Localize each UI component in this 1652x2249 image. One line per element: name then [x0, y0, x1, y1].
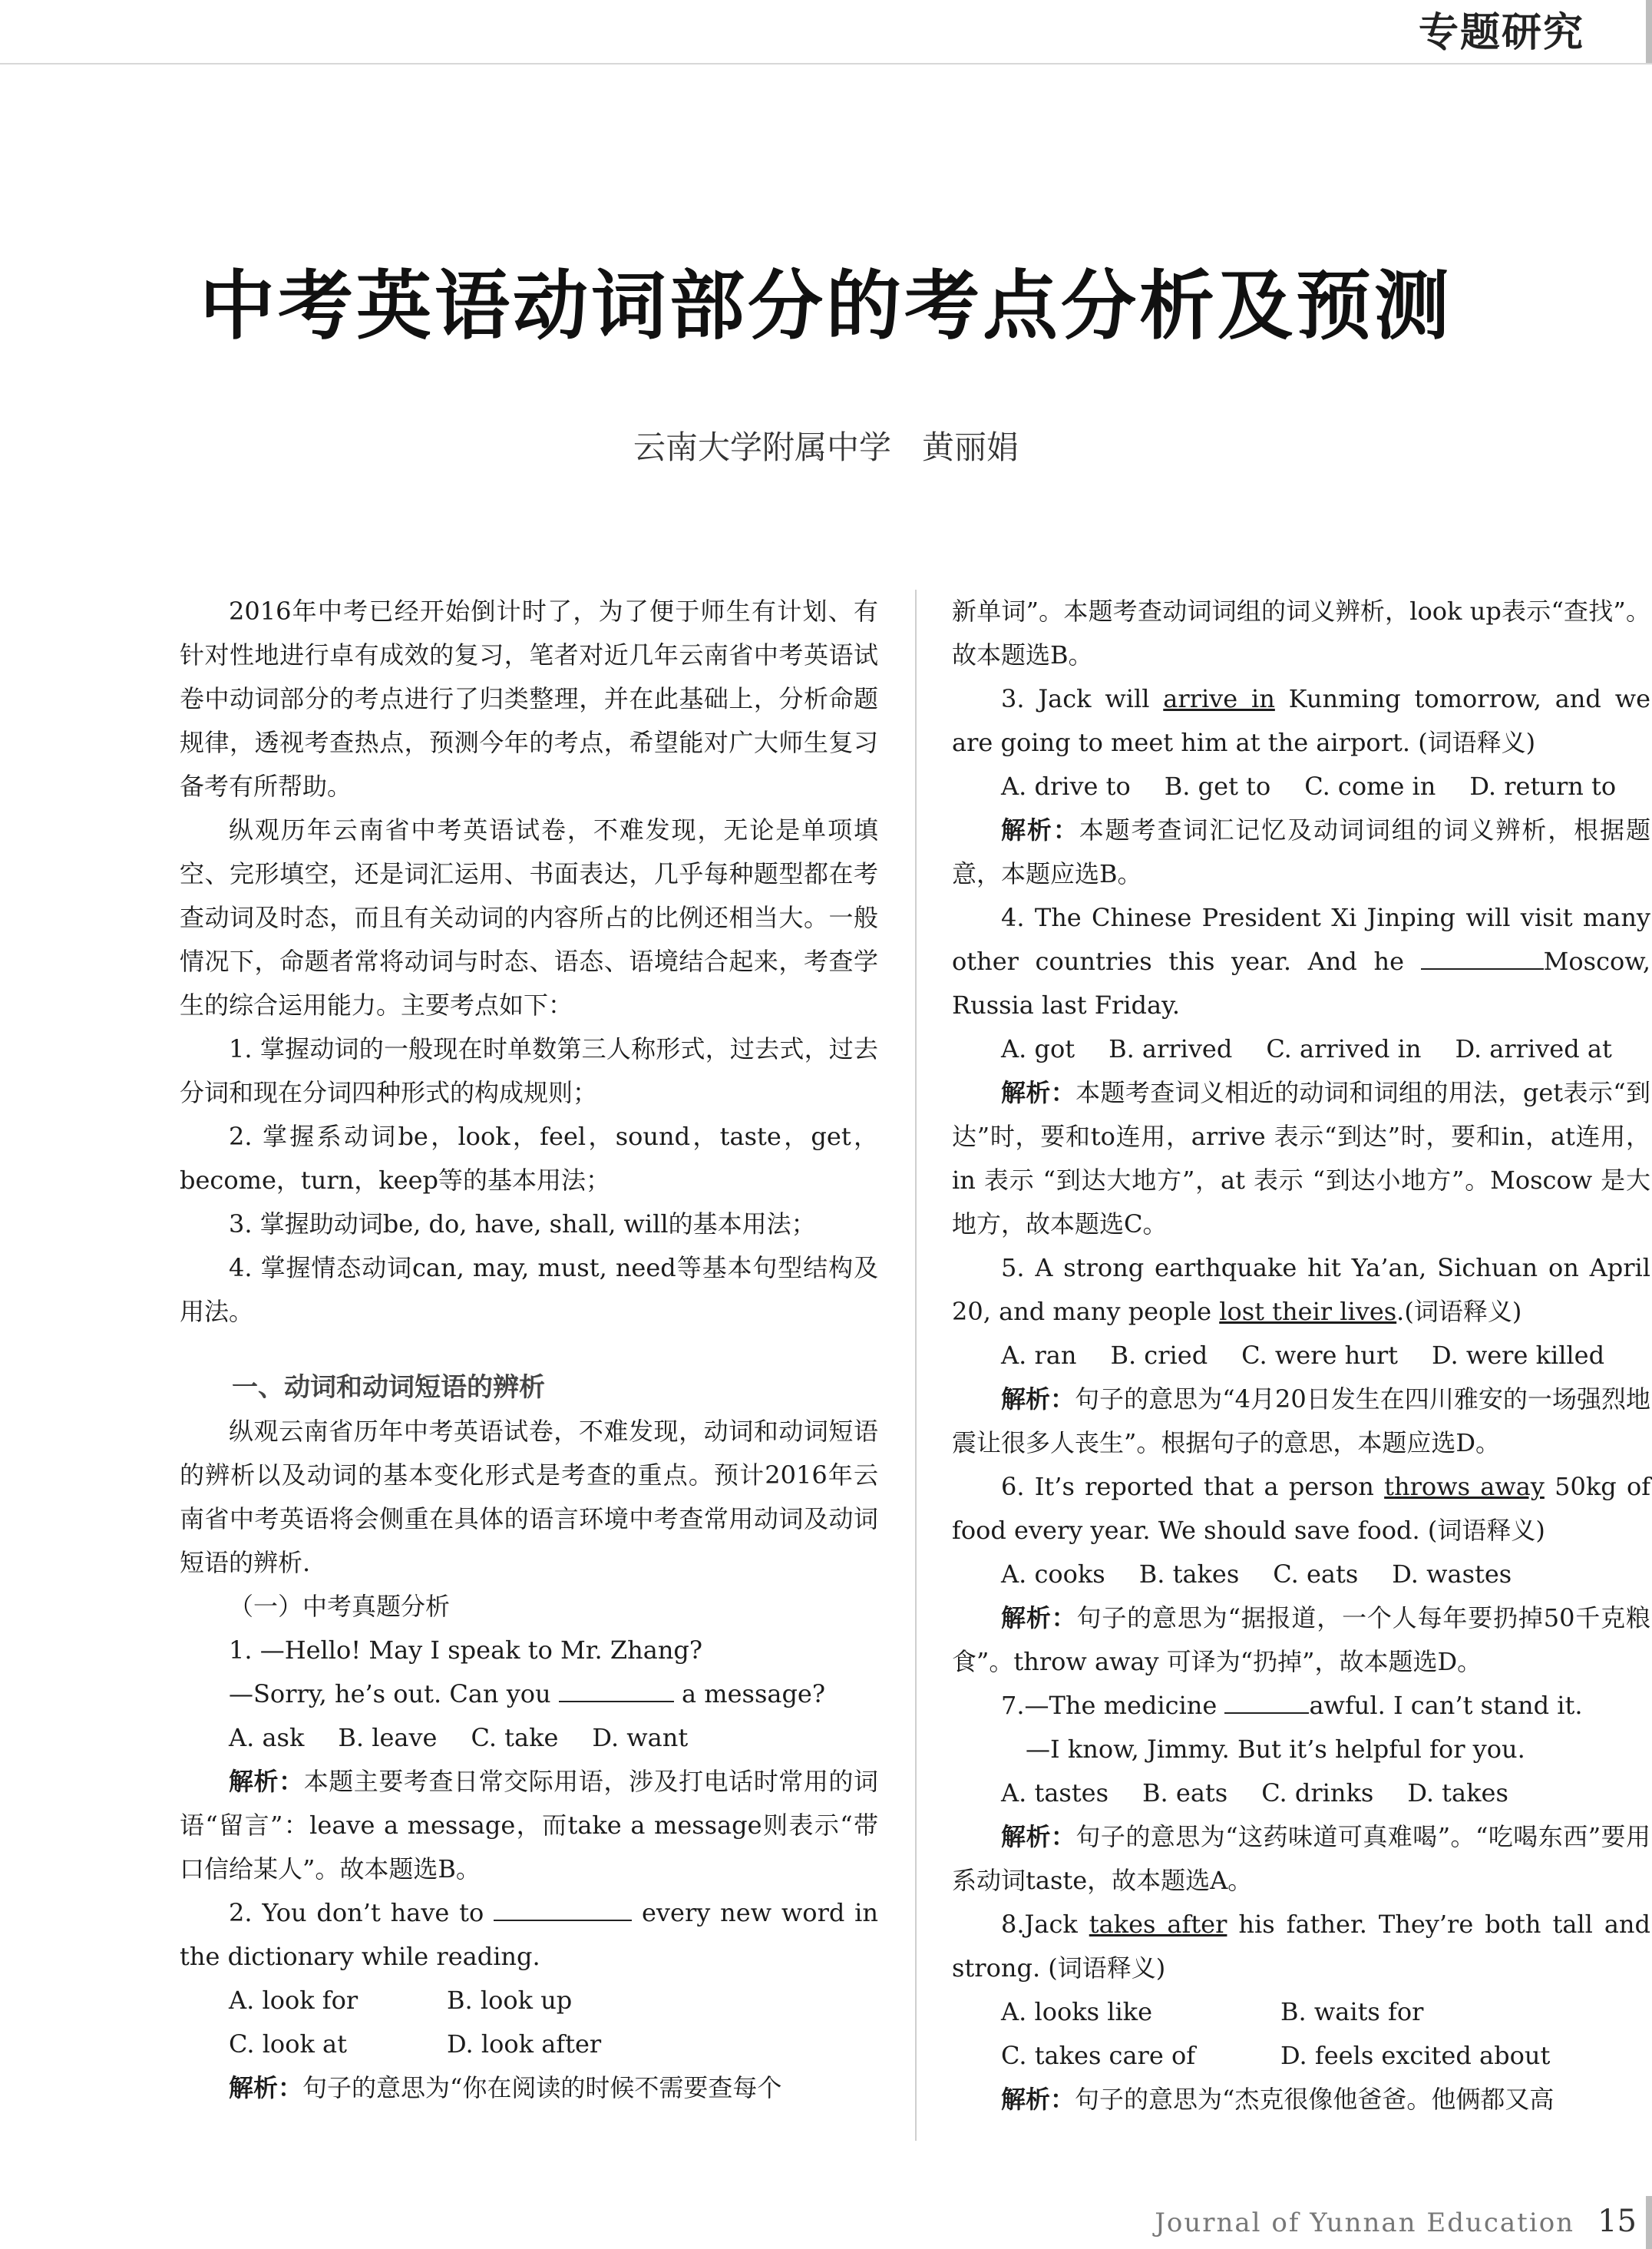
- option: C. drinks: [1261, 1778, 1374, 1807]
- analysis-label: 解析：: [1001, 1603, 1077, 1632]
- option: C. arrived in: [1266, 1034, 1422, 1063]
- q2-options-row1: [180, 1979, 878, 2022]
- analysis-label: 解析：: [1001, 815, 1079, 845]
- option: B. waits for: [1280, 1997, 1424, 2026]
- analysis-text: 句子的意思为“这药味道可真难喝”。“吃喝东西”要用系动词taste，故本题选A。: [952, 1822, 1650, 1895]
- option: B. get to: [1164, 772, 1271, 801]
- q1-line1: 1. —Hello! May I speak to Mr. Zhang?: [229, 1635, 703, 1665]
- q2-stem-start: 2. You don’t have to: [229, 1898, 484, 1927]
- section-header: 专题研究: [1418, 10, 1584, 56]
- option: C. takes care of: [1001, 2041, 1196, 2070]
- q3-stem-start: 3. Jack will: [1001, 684, 1150, 713]
- q7-line1: [952, 1684, 1650, 1728]
- option: D. wastes: [1392, 1559, 1512, 1589]
- q7-stem-start: 7.—The medicine: [1001, 1691, 1218, 1720]
- q3-stem-end: Kunming tomorrow, and we are going to meet him at the airport. (词语释义): [952, 684, 1651, 757]
- analysis-label: 解析：: [1001, 2085, 1075, 2114]
- option: B. arrived: [1108, 1034, 1233, 1063]
- q4-stem: [952, 896, 1650, 1027]
- underlined-phrase: takes after: [1089, 1910, 1227, 1939]
- section-heading: 一、动词和动词短语的辨析: [232, 1372, 545, 1403]
- q8-options-row2: [952, 2034, 1650, 2078]
- option: D. feels excited about: [1280, 2041, 1551, 2070]
- option: B. takes: [1138, 1559, 1240, 1589]
- q8-stem-start: 8.Jack: [1001, 1910, 1078, 1939]
- option: A. got: [1001, 1034, 1075, 1063]
- q4-stem-start: 4. The Chinese President Xi Jinping will visit many other countries this year. And he: [952, 903, 1650, 976]
- analysis-text: 本题主要考查日常交际用语，涉及打电话时常用的词语“留言”：leave a message，而take a message则表示“带口信给某人”。故本题选B。: [180, 1767, 878, 1884]
- q6-options: [952, 1553, 1650, 1596]
- analysis-text: 本题考查词义相近的动词和词组的用法，get表示“到达”时，要和to连用，arrive 表示“到达”时，要和in，at连用，in 表示 “到达大地方”，at 表示 “到达小地方”。Moscow 是大地方，故本题选C。: [952, 1078, 1650, 1239]
- q1-line2: [180, 1672, 878, 1716]
- underlined-phrase: throws away: [1384, 1472, 1545, 1501]
- key-point-1: 1. 掌握动词的一般现在时单数第三人称形式，过去式，过去分词和现在分词四种形式的构成规则；: [180, 1034, 878, 1107]
- analysis-text: 句子的意思为“据报道，一个人每年要扔掉50千克粮食”。throw away 可译为“扔掉”，故本题选D。: [952, 1603, 1650, 1676]
- q6-stem-end: 50kg of food every year. We should save food. (词语释义): [952, 1472, 1651, 1545]
- journal-name: Journal of Yunnan Education: [1155, 2208, 1575, 2238]
- option: D. arrived at: [1455, 1034, 1612, 1063]
- q2-stem: [180, 1891, 878, 1979]
- q4-analysis: [952, 1071, 1650, 1246]
- q5-stem-end: .(词语释义): [1396, 1297, 1522, 1326]
- option: A. ran: [1001, 1341, 1077, 1370]
- underlined-phrase: lost their lives: [1219, 1297, 1397, 1326]
- author-name: 黄丽娟: [922, 428, 1019, 466]
- option: B. eats: [1142, 1778, 1228, 1807]
- analysis-label: 解析：: [1001, 1078, 1076, 1107]
- q7-stem-end: awful. I can’t stand it.: [1309, 1691, 1583, 1720]
- analysis-text: 本题考查词汇记忆及动词词组的词义辨析，根据题意，本题应选B。: [952, 815, 1650, 888]
- q8-stem: [952, 1903, 1650, 1990]
- q5-stem: [952, 1246, 1650, 1334]
- q1-analysis: [180, 1760, 878, 1891]
- q2-analysis-continued: 新单词”。本题考查动词词组的词义辨析，look up表示“查找”。故本题选B。: [952, 597, 1650, 670]
- analysis-label: 解析：: [1001, 1822, 1076, 1851]
- article-title: 中考英语动词部分的考点分析及预测: [199, 262, 1452, 350]
- q8-options-row1: [952, 1990, 1650, 2034]
- q7-analysis: [952, 1815, 1650, 1903]
- page-footer: [1155, 2204, 1652, 2239]
- option: C. look at: [229, 2029, 347, 2059]
- option: D. were killed: [1431, 1341, 1605, 1370]
- q5-options: [952, 1334, 1650, 1378]
- author-line: [0, 422, 1652, 468]
- header-rule: [0, 63, 1652, 64]
- header-accent-bar: [1646, 0, 1652, 63]
- q5-stem-start: 5. A strong earthquake hit Ya’an, Sichuan on April 20, and many people: [952, 1253, 1650, 1326]
- analysis-text: 句子的意思为“4月20日发生在四川雅安的一场强烈地震让很多人丧生”。根据句子的意思，本题应选D。: [952, 1384, 1650, 1457]
- answer-blank: [1224, 1692, 1309, 1714]
- section-paragraph: 纵观云南省历年中考英语试卷，不难发现，动词和动词短语的辨析以及动词的基本变化形式是考查的重点。预计2016年云南省中考英语将会侧重在具体的语言环境中考查常用动词及动词短语的辨析.: [180, 1417, 878, 1577]
- q3-analysis: [952, 809, 1650, 896]
- option: A. cooks: [1001, 1559, 1105, 1589]
- q6-analysis: [952, 1596, 1650, 1684]
- author-school: 云南大学附属中学: [633, 428, 891, 466]
- q3-options: [952, 765, 1650, 809]
- option: B. look up: [447, 1986, 573, 2015]
- q1-line2-start: —Sorry, he’s out. Can you: [229, 1679, 551, 1708]
- analysis-text: 句子的意思为“杰克很像他爸爸。他俩都又高: [1075, 2085, 1555, 2114]
- right-column: [952, 590, 1650, 2122]
- left-column: [180, 590, 878, 2110]
- key-point-4: 4. 掌握情态动词can, may, must, need等基本句型结构及用法。: [180, 1253, 878, 1326]
- answer-blank: [1421, 948, 1544, 970]
- option: C. come in: [1304, 772, 1436, 801]
- option: C. eats: [1273, 1559, 1359, 1589]
- q5-analysis: [952, 1378, 1650, 1465]
- column-divider: [915, 590, 917, 2141]
- q7-options: [952, 1771, 1650, 1815]
- q1-options: [180, 1716, 878, 1760]
- page-number: 15: [1597, 2204, 1637, 2239]
- analysis-label: 解析：: [229, 2073, 303, 2102]
- key-point-3: 3. 掌握助动词be, do, have, shall, will的基本用法；: [229, 1209, 816, 1239]
- option: B. cried: [1110, 1341, 1208, 1370]
- option: A. tastes: [1001, 1778, 1109, 1807]
- q3-stem: [952, 677, 1650, 765]
- q7-line2: —I know, Jimmy. But it’s helpful for you.: [1026, 1735, 1525, 1764]
- q4-stem-end: Moscow, Russia last Friday.: [952, 947, 1651, 1020]
- option: A. ask: [229, 1723, 305, 1752]
- option: D. takes: [1407, 1778, 1508, 1807]
- q6-stem: [952, 1465, 1650, 1553]
- sub-heading: （一）中考真题分析: [229, 1592, 451, 1621]
- q2-options-row2: [180, 2022, 878, 2066]
- option: A. looks like: [1001, 1997, 1152, 2026]
- q6-stem-start: 6. It’s reported that a person: [1001, 1472, 1374, 1501]
- analysis-label: 解析：: [229, 1767, 304, 1796]
- analysis-text: 句子的意思为“你在阅读的时候不需要查每个: [302, 2073, 782, 2102]
- q2-stem-end: every new word in the dictionary while reading.: [180, 1898, 879, 1971]
- q8-analysis: [952, 2078, 1650, 2122]
- key-point-2: 2. 掌握系动词be，look，feel，sound，taste，get，become，turn，keep等的基本用法；: [180, 1122, 878, 1195]
- option: B. leave: [338, 1723, 438, 1752]
- intro-paragraph-1: 2016年中考已经开始倒计时了，为了便于师生有计划、有针对性地进行卓有成效的复习，笔者对近几年云南省中考英语试卷中动词部分的考点进行了归类整理，并在此基础上，分析命题规律，透视考查热点，预测今年的考点，希望能对广大师生复习备考有所帮助。: [180, 597, 878, 801]
- option: D. want: [592, 1723, 689, 1752]
- answer-blank: [494, 1900, 632, 1921]
- underlined-phrase: arrive in: [1163, 684, 1275, 713]
- intro-paragraph-2: 纵观历年云南省中考英语试卷，不难发现，无论是单项填空、完形填空，还是词汇运用、书面表达，几乎每种题型都在考查动词及时态，而且有关动词的内容所占的比例还相当大。一般情况下，命题者常将动词与时态、语态、语境结合起来，考查学生的综合运用能力。主要考点如下：: [180, 815, 878, 1020]
- option: A. drive to: [1001, 772, 1131, 801]
- option: A. look for: [229, 1986, 358, 2015]
- q2-analysis: [180, 2066, 878, 2110]
- option: C. were hurt: [1241, 1341, 1398, 1370]
- option: D. look after: [447, 2029, 602, 2059]
- analysis-label: 解析：: [1001, 1384, 1075, 1414]
- option: D. return to: [1469, 772, 1617, 801]
- answer-blank: [559, 1681, 674, 1702]
- q4-options: [952, 1027, 1650, 1071]
- q1-line2-end: a message?: [681, 1679, 826, 1708]
- q8-stem-end: his father. They’re both tall and strong. (词语释义): [952, 1910, 1651, 1983]
- option: C. take: [471, 1723, 559, 1752]
